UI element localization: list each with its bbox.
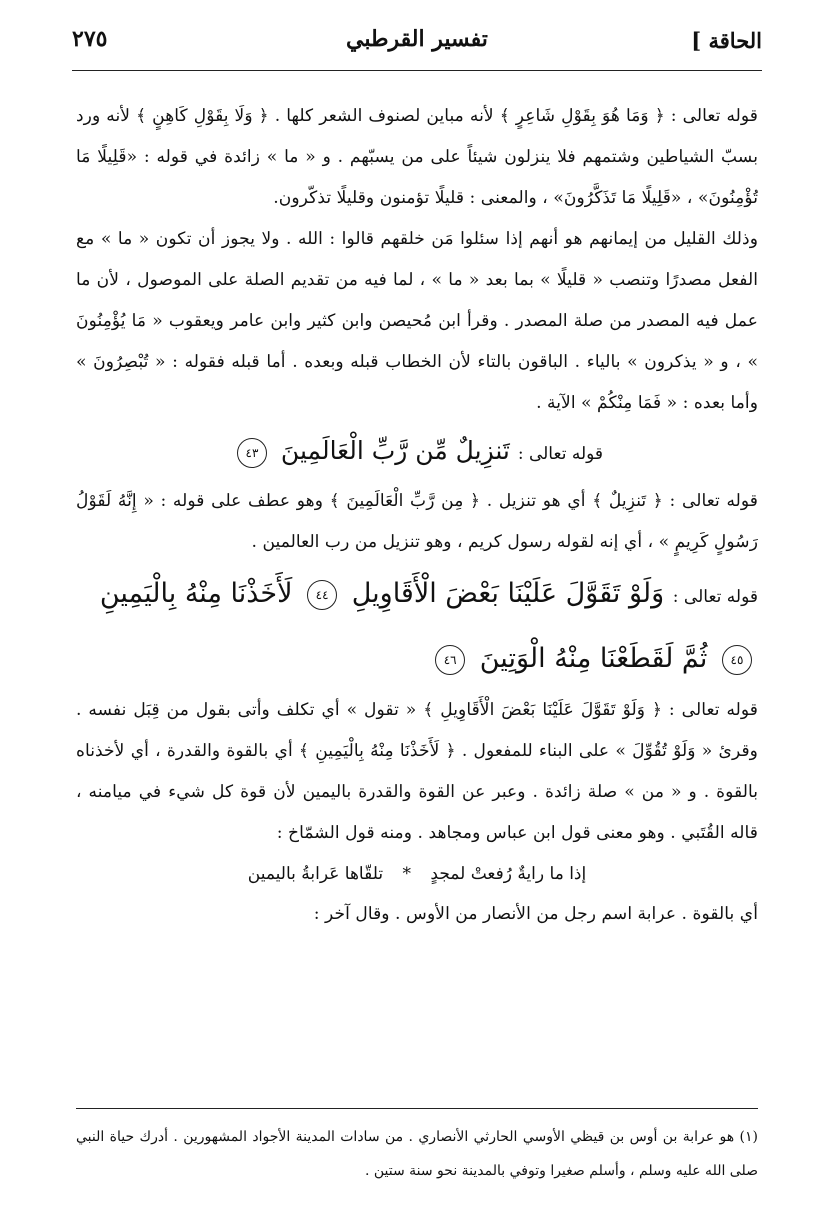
ayah-lead: قوله تعالى : — [517, 444, 604, 464]
paragraph-2: وذلك القليل من إيمانهم هو أنهم إذا سئلوا مَن خلقهم قالوا : الله . ولا يجوز أن تكون « ما » مع الفعل مصدرًا وتنصب « قليلًا » بما بعد « ما » ، لما فيه من تقديم الصلة على الموصول ، لأن ما عمل فيه المصدر من صلة المصدر . وقرأ ابن مُحيصن وابن كثير وابن عامر ويعقوب « مَا يُؤْمِنُونَ » ، و « يذكرون » بالياء . الباقون بالتاء لأن الخطاب قبله وبعده . أما قبله فقوله : « تُبْصِرُونَ » وأما بعده : « فَمَا مِنْكُمْ » الآية . — [76, 229, 758, 413]
ayah-text: تَنزِيلٌ مِّن رَّبِّ الْعَالَمِينَ — [280, 436, 510, 465]
ayah-number: ٤٣ — [237, 438, 267, 468]
ayah-block-1 — [76, 424, 758, 481]
page-number: ٢٧٥ — [72, 26, 108, 52]
paragraph-1: قوله تعالى : ﴿ وَمَا هُوَ بِقَوْلِ شَاعِرٍ ﴾ لأنه مباين لصنوف الشعر كلها . ﴿ وَلَا بِقَوْلِ كَاهِنٍ ﴾ لأنه ورد بسبّ الشياطين وشتمهم فلا ينزلون شيئاً على من يسبّهم . و « ما » زائدة في قوله : «قَلِيلًا مَا تُؤْمِنُونَ» ، «قَلِيلًا مَا تَذَكَّرُونَ» ، والمعنى : قليلًا تؤمنون وقليلًا تذكّرون. — [76, 106, 758, 208]
ayah-lead: قوله تعالى : — [672, 587, 758, 607]
footnote-divider — [76, 1108, 758, 1109]
sura-name: الحاقة ] — [691, 28, 762, 53]
ayah-number: ٤٦ — [435, 645, 465, 675]
ayah-text: وَلَوْ تَقَوَّلَ عَلَيْنَا بَعْضَ الْأَقَاوِيلِ — [351, 578, 665, 609]
book-title: تفسير القرطبي — [346, 26, 488, 52]
header-divider — [72, 70, 762, 71]
verse-second-hemistich: تلقّاها عَرابةُ باليمين — [247, 864, 384, 884]
paragraph-5: أي بالقوة . عرابة اسم رجل من الأنصار من الأوس . وقال آخر : — [313, 904, 758, 924]
ayah-number: ٤٤ — [307, 580, 337, 610]
page-header — [72, 22, 762, 66]
paragraph-4: قوله تعالى : ﴿ وَلَوْ تَقَوَّلَ عَلَيْنَا بَعْضَ الْأَقَاوِيلِ ﴾ « تقول » أي تكلف وأتى بقول من قِبَل نفسه . وقرئ « وَلَوْ تُقُوِّلَ » على البناء للمفعول . ﴿ لَأَخَذْنَا مِنْهُ بِالْيَمِينِ ﴾ أي بالقوة والقدرة ، أي لأخذناه بالقوة . و « من » صلة زائدة . وعبر عن القوة والقدرة باليمين لأن قوة كل شيء في ميامنه ، قاله القُتَبي . وهو معنى قول ابن عباس ومجاهد . ومنه قول الشمّاخ : — [76, 700, 758, 843]
main-text — [76, 96, 758, 935]
ayah-text: ثُمَّ لَقَطَعْنَا مِنْهُ الْوَتِينَ — [479, 643, 708, 674]
ayah-block-2 — [76, 563, 758, 690]
ayah-number: ٤٥ — [722, 645, 752, 675]
paragraph-3: قوله تعالى : ﴿ تَنزِيلٌ ﴾ أي هو تنزيل . ﴿ مِن رَّبِّ الْعَالَمِينَ ﴾ وهو عطف على قوله : « إِنَّهُ لَقَوْلُ رَسُولٍ كَرِيمٍ » ، أي إنه لقوله رسول كريم ، وهو تنزيل من رب العالمين . — [76, 491, 758, 552]
verse-first-hemistich: إذا ما رايةٌ رُفعتْ لمجدٍ — [430, 864, 587, 884]
verse-separator: * — [402, 864, 411, 884]
poetry-verse — [76, 854, 758, 894]
footnote: (١) هو عرابة بن أوس بن قيظي الأوسي الحارثي الأنصاري . من سادات المدينة الأجواد المشهورين . أدرك حياة النبي صلى الله عليه وسلم ، وأسلم صغيرا وتوفي بالمدينة نحو سنة ستين . — [76, 1129, 758, 1179]
ayah-text: لَأَخَذْنَا مِنْهُ بِالْيَمِينِ — [99, 578, 293, 609]
